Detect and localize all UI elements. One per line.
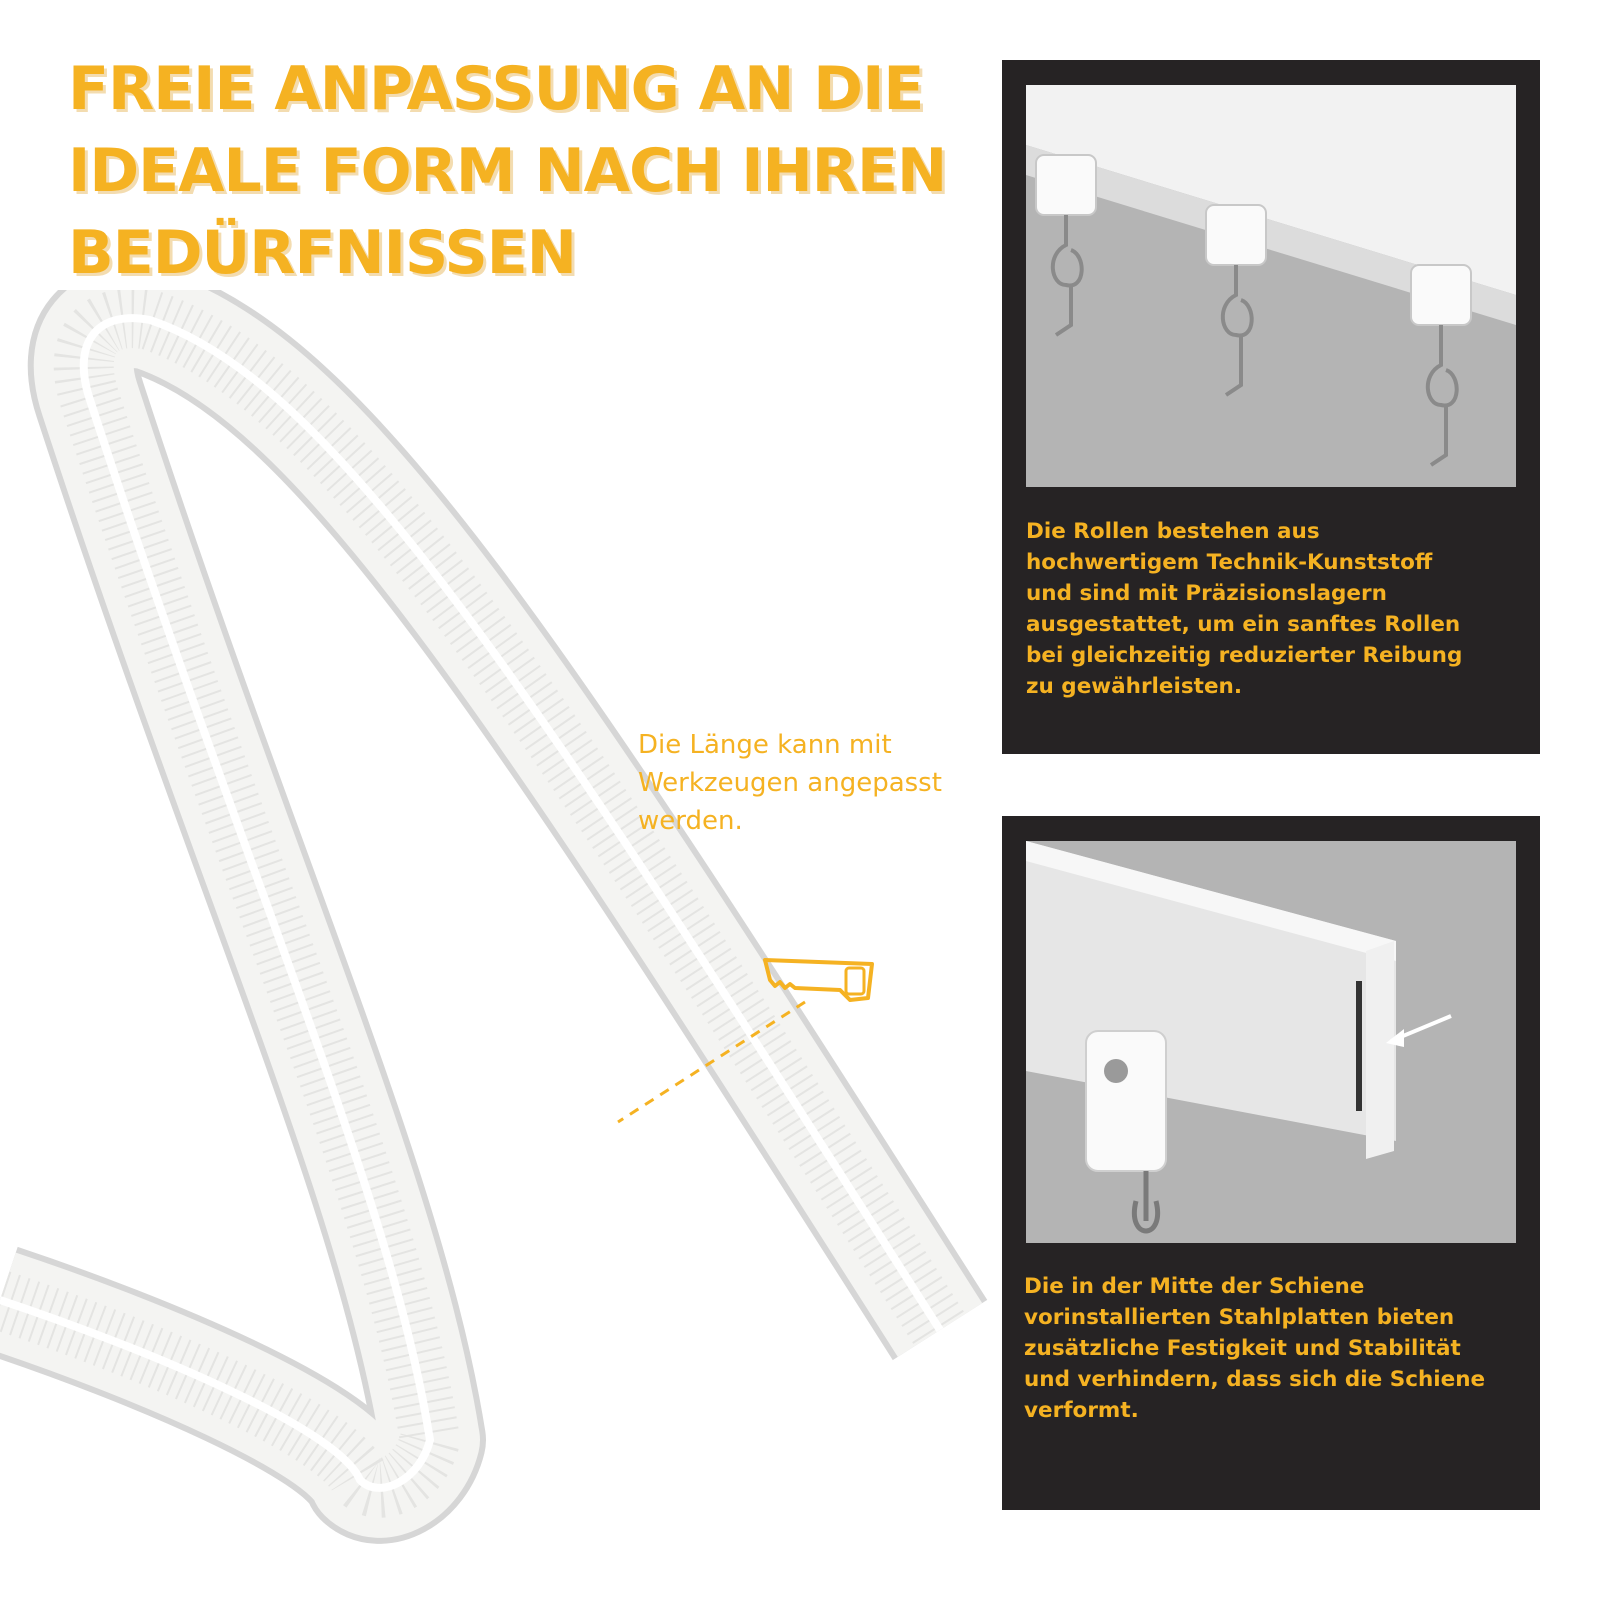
headline-line-3: BEDÜRFNISSEN (68, 218, 576, 288)
flexible-rail-illustration (0, 290, 1000, 1550)
steel-plate-info-panel (1002, 816, 1540, 1510)
cut-note-line-3: werden. (638, 806, 743, 836)
rollers-text-line-3: und sind mit Präzisionslagern (1026, 581, 1387, 606)
headline-line-1: FREIE ANPASSUNG AN DIE (68, 54, 924, 124)
headline-line-2: IDEALE FORM NACH IHREN (68, 136, 947, 206)
cut-note-line-1: Die Länge kann mit (638, 730, 892, 760)
steel-text-line-5: verformt. (1024, 1398, 1139, 1423)
steel-plate-description (1024, 1271, 1524, 1426)
rail-rollers-hooks-photo (1026, 85, 1516, 487)
steel-text-line-3: zusätzliche Festigkeit und Stabilität (1024, 1336, 1461, 1361)
headline (68, 48, 968, 294)
steel-text-line-1: Die in der Mitte der Schiene (1024, 1274, 1365, 1299)
cut-note-line-2: Werkzeugen angepasst (638, 768, 942, 798)
cut-length-note (638, 726, 1018, 840)
steel-text-line-2: vorinstallierten Stahlplatten bieten (1024, 1305, 1455, 1330)
rollers-text-line-6: zu gewährleisten. (1026, 674, 1243, 699)
saw-icon (610, 950, 890, 1150)
rollers-info-panel (1002, 60, 1540, 754)
rollers-text-line-4: ausgestattet, um ein sanftes Rollen (1026, 612, 1461, 637)
steel-text-line-4: und verhindern, dass sich die Schiene (1024, 1367, 1486, 1392)
rollers-text-line-2: hochwertigem Technik-Kunststoff (1026, 550, 1433, 575)
rail-steel-plate-photo (1026, 841, 1516, 1243)
rollers-text-line-1: Die Rollen bestehen aus (1026, 519, 1320, 544)
rollers-text-line-5: bei gleichzeitig reduzierter Reibung (1026, 643, 1463, 668)
rollers-description (1026, 516, 1526, 702)
